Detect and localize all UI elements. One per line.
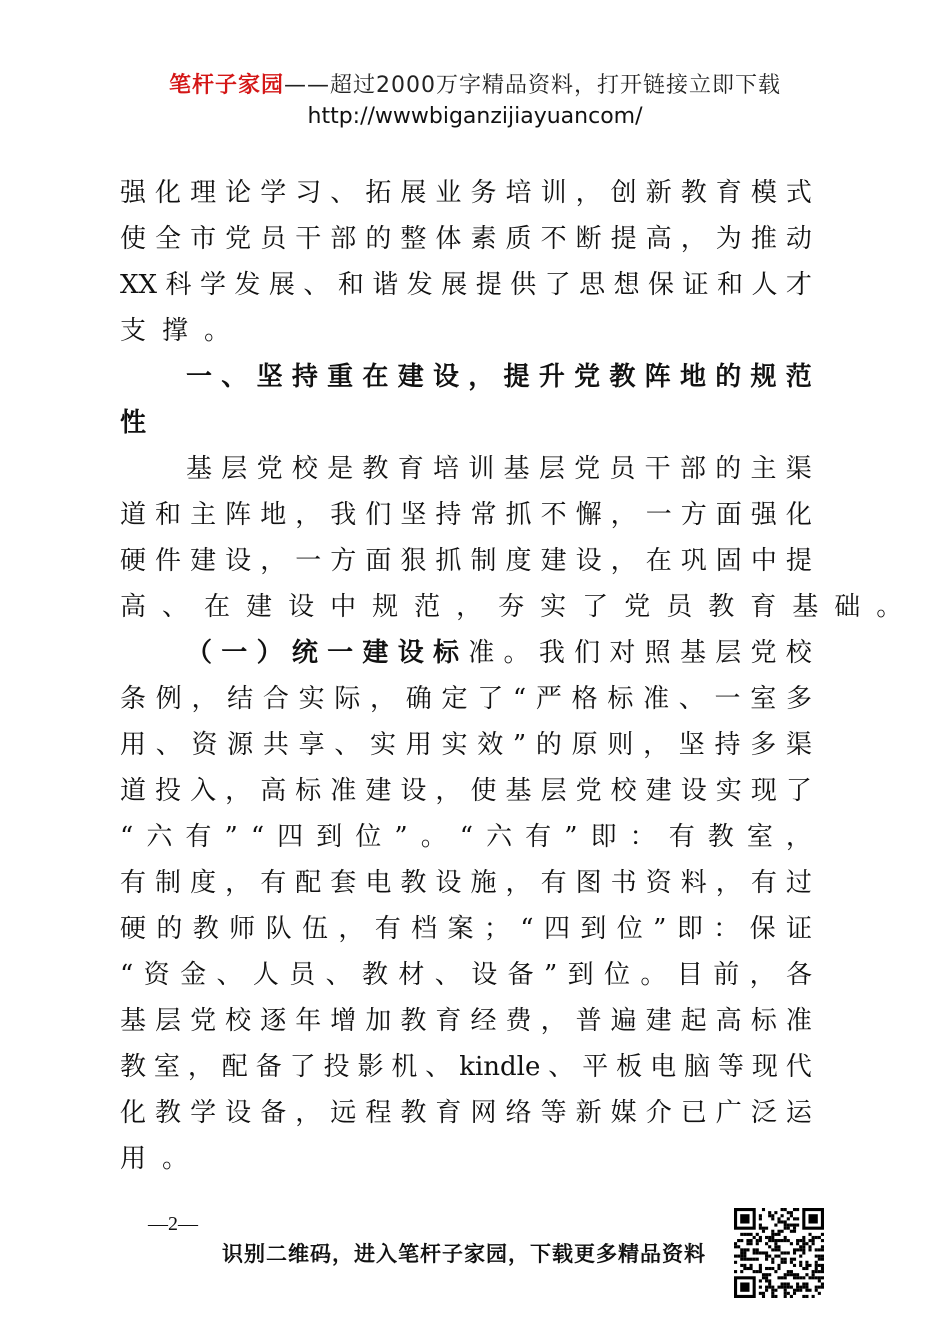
text-line: 有 制 度 ， 有 配 套 电 教 设 施 ， 有 图 书 资 料 ， 有 过	[120, 868, 812, 898]
document-body	[120, 170, 919, 1182]
text-line: 硬 的 教 师 队 伍 ， 有 档 案 ； “ 四 到 位 ” 即 ： 保 证	[120, 914, 812, 944]
text-line: 基 层 党 校 逐 年 增 加 教 育 经 费 ， 普 遍 建 起 高 标 准	[120, 1006, 812, 1036]
text-line: “ 资 金 、 人 员 、 教 材 、 设 备 ” 到 位 。 目 前 ， 各	[120, 960, 812, 990]
text-line: XX 科 学 发 展 、 和 谐 发 展 提 供 了 思 想 保 证 和 人 才	[120, 270, 812, 300]
header-url[interactable]: http://wwwbiganzijiayuancom/	[307, 104, 643, 129]
text-line: 道 投 入 ， 高 标 准 建 设 ， 使 基 层 党 校 建 设 实 现 了	[120, 776, 812, 806]
text-line: 教 室 ， 配 备 了 投 影 机 、 kindle 、 平 板 电 脑 等 现 代	[120, 1052, 812, 1082]
qr-code-icon[interactable]	[734, 1208, 824, 1298]
text-line: 高 、 在 建 设 中 规 范 ， 夯 实 了 党 员 教 育 基 础 。	[120, 592, 919, 622]
text-line: 基 层 党 校 是 教 育 培 训 基 层 党 员 干 部 的 主 渠	[186, 454, 812, 484]
text-line: 道 和 主 阵 地 ， 我 们 坚 持 常 抓 不 懈 ， 一 方 面 强 化	[120, 500, 812, 530]
text-line: 性	[120, 408, 163, 438]
brand-name: 笔杆子家园	[168, 73, 284, 98]
text-line: 支 撑 。	[120, 316, 247, 346]
header-banner	[0, 70, 950, 102]
text-line: 一 、 坚 持 重 在 建 设 ， 提 升 党 教 阵 地 的 规 范	[186, 362, 812, 392]
text-line: 用 。	[120, 1144, 205, 1174]
text-line: 使 全 市 党 员 干 部 的 整 体 素 质 不 断 提 高 ， 为 推 动	[120, 224, 812, 254]
text-line: 强 化 理 论 学 习 、 拓 展 业 务 培 训 ， 创 新 教 育 模 式	[120, 178, 812, 208]
text-line: 用 、 资 源 共 享 、 实 用 实 效 ” 的 原 则 ， 坚 持 多 渠	[120, 730, 812, 760]
page-number: —2—	[148, 1213, 198, 1235]
footer-note: 识别二维码，进入笔杆子家园，下载更多精品资料	[222, 1242, 706, 1266]
text-line: “ 六 有 ” “ 四 到 位 ” 。 “ 六 有 ” 即 ： 有 教 室 ，	[120, 822, 812, 852]
header-tagline: ——超过2000万字精品资料，打开链接立即下载	[284, 73, 781, 98]
site-header	[0, 70, 950, 132]
text-line: 条 例 ， 结 合 实 际 ， 确 定 了 “ 严 格 标 准 、 一 室 多	[120, 684, 812, 714]
text-line: （ 一 ） 统 一 建 设 标 准 。 我 们 对 照 基 层 党 校	[186, 638, 812, 668]
text-line: 化 教 学 设 备 ， 远 程 教 育 网 络 等 新 媒 介 已 广 泛 运	[120, 1098, 812, 1128]
text-line: 硬 件 建 设 ， 一 方 面 狠 抓 制 度 建 设 ， 在 巩 固 中 提	[120, 546, 812, 576]
